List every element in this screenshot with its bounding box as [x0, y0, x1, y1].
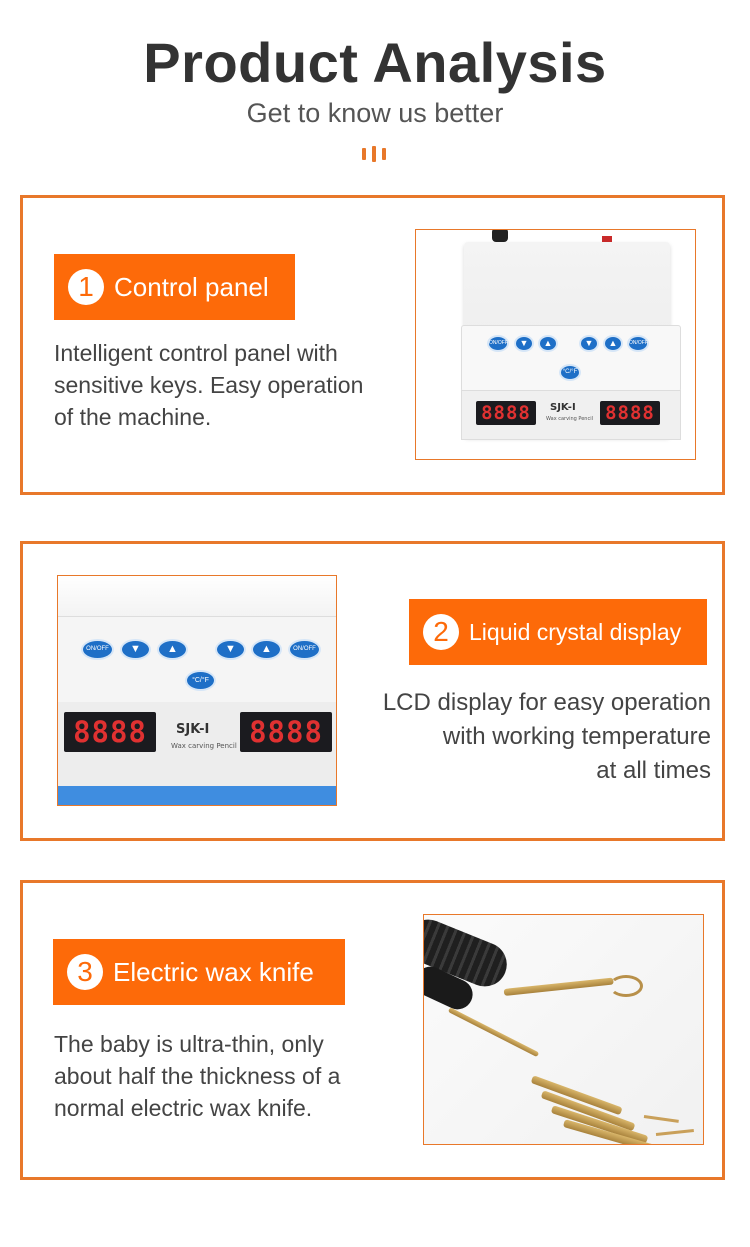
on-off-button: ON/OFF [487, 335, 509, 352]
control-panel-photo [415, 229, 696, 460]
on-off-button: ON/OFF [81, 639, 114, 660]
spare-tip-end [656, 1129, 694, 1136]
temperature-display: 8888 [600, 401, 660, 425]
spare-tip-end [644, 1115, 679, 1123]
device-front [58, 702, 337, 786]
up-arrow-icon: ▲ [603, 335, 623, 352]
feature-card-lcd [20, 541, 725, 841]
temperature-display: 8888 [240, 712, 332, 752]
description-line: with working temperature [442, 723, 711, 750]
knife-tip-icon [448, 1007, 539, 1057]
knife-tip-icon [504, 978, 614, 996]
down-arrow-icon: ▼ [579, 335, 599, 352]
model-subtitle: Wax carving Pencil [546, 416, 593, 422]
model-subtitle: Wax carving Pencil [171, 742, 237, 750]
feature-number-badge: 2 [423, 614, 459, 650]
feature-tag [409, 599, 707, 665]
up-arrow-icon: ▲ [538, 335, 558, 352]
feature-description [54, 1028, 404, 1124]
device-top [58, 576, 337, 616]
feature-card-wax-knife [20, 880, 725, 1180]
description-line: sensitive keys. Easy operation [54, 372, 364, 398]
feature-title: Electric wax knife [113, 956, 314, 987]
device-base [58, 786, 337, 806]
feature-number-badge: 1 [68, 269, 104, 305]
down-arrow-icon: ▼ [514, 335, 534, 352]
page-header [0, 0, 750, 180]
device-keypad [461, 325, 681, 392]
wax-knife-photo [423, 914, 704, 1145]
on-off-button: ON/OFF [627, 335, 649, 352]
unit-toggle-button: °C/°F [185, 670, 216, 691]
description-line: LCD display for easy operation [382, 689, 711, 716]
temperature-display: 8888 [64, 712, 156, 752]
brand-label: SJK-I [550, 402, 576, 413]
feature-tag [54, 254, 295, 320]
feature-title: Liquid crystal display [469, 618, 682, 645]
feature-tag [53, 939, 345, 1005]
unit-toggle-button: °C/°F [559, 364, 581, 381]
device-front [461, 390, 681, 440]
feature-title: Control panel [114, 271, 269, 302]
device-keypad [58, 616, 337, 703]
up-arrow-icon: ▲ [157, 639, 188, 660]
down-arrow-icon: ▼ [120, 639, 151, 660]
on-off-button: ON/OFF [288, 639, 321, 660]
feature-description [343, 686, 711, 788]
description-line: of the machine. [54, 404, 212, 430]
knife-hook-icon [609, 975, 643, 997]
description-line: at all times [596, 757, 711, 784]
feature-number-badge: 3 [67, 954, 103, 990]
feature-description [54, 337, 394, 433]
description-line: about half the thickness of a [54, 1063, 341, 1089]
description-line: The baby is ultra-thin, only [54, 1031, 324, 1057]
description-line: Intelligent control panel with [54, 340, 338, 366]
up-arrow-icon: ▲ [251, 639, 282, 660]
brand-label: SJK-I [176, 722, 210, 737]
description-line: normal electric wax knife. [54, 1095, 313, 1121]
temperature-display: 8888 [476, 401, 536, 425]
page-subtitle: Get to know us better [246, 98, 504, 128]
feature-card-control-panel [20, 195, 725, 495]
down-arrow-icon: ▼ [215, 639, 246, 660]
page-title: Product Analysis [143, 31, 607, 94]
decorative-ticks [360, 144, 390, 162]
power-cord [492, 229, 508, 242]
lcd-display-photo [57, 575, 337, 806]
